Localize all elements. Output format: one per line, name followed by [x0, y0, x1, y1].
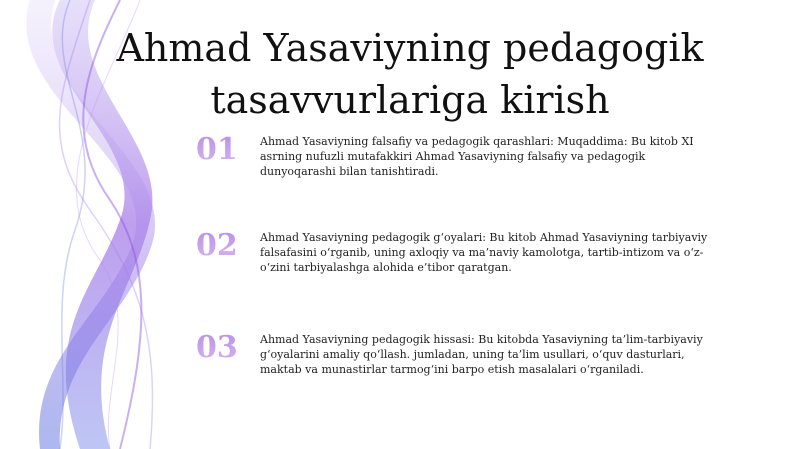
item-text: Ahmad Yasaviyning falsafiy va pedagogik qarashlari: Muqaddima: Bu kitob XI asrning nufuzli mutafakkiri Ahmad Yasaviyning falsafiy va pedagogik dunyoqarashi bilan tanishtiradi. [260, 135, 694, 178]
slide-title: Ahmad Yasaviyning pedagogik tasavvurlariga kirish [116, 26, 704, 122]
item-text: Ahmad Yasaviyning pedagogik g‘oyalari: Bu kitob Ahmad Yasaviyning tarbiyaviy falsafasini o‘rganib, uning axloqiy va ma’naviy kamolotga, tartib-intizom va o‘z-o‘zini tarbiyalashga alohida e’tibor qaratgan. [260, 231, 708, 274]
item-number: 01 [196, 130, 252, 170]
item-text: Ahmad Yasaviyning pedagogik hissasi: Bu kitobda Yasaviyning ta’lim-tarbiyaviy g‘oyalarini amaliy qo‘llash. jumladan, uning ta’lim usullari, o‘quv dasturlari, maktab va munastirlar tarmog‘ini barpo etish masalalari o‘rganiladi. [260, 333, 703, 376]
item-number: 03 [196, 328, 252, 368]
item-number: 02 [196, 226, 252, 266]
